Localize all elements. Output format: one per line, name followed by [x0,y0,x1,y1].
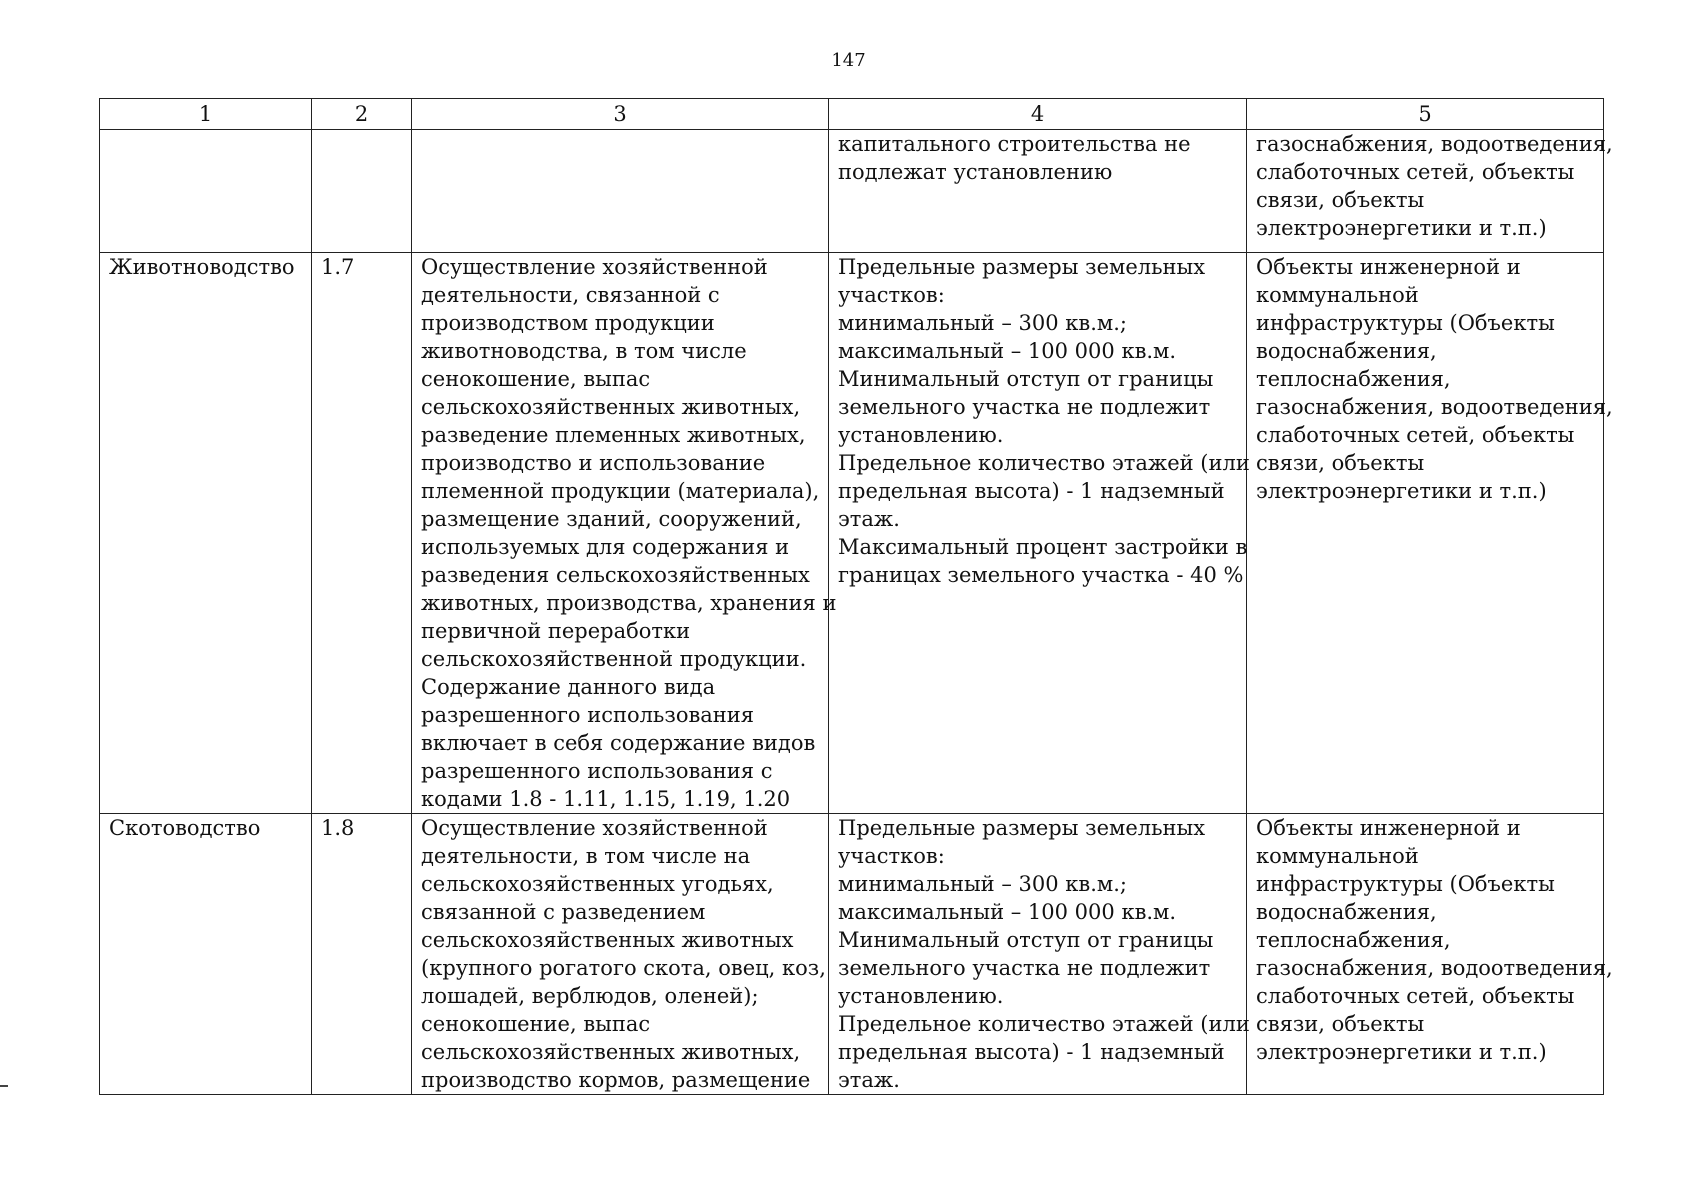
cell-land-use-name [100,253,312,814]
cell-text-line: связи, объекты [1256,1012,1425,1036]
cell-text-line: подлежат установлению [838,160,1113,184]
header-col-3: 3 [412,99,829,130]
cell-land-use-name [100,130,312,253]
cell-parameters [829,814,1250,1095]
cell-code [312,814,412,1095]
cell-text-line: производством продукции [421,311,715,335]
cell-text-line: используемых для содержания и [421,535,790,559]
cell-auxiliary-uses [1247,130,1613,253]
cell-text-line: водоснабжения, [1256,339,1437,363]
cell-text-line: Предельное количество этажей (или [838,451,1250,475]
cell-text-line: племенной продукции (материала), [421,479,820,503]
cell-text-line: участков: [838,283,945,307]
page-number: 147 [831,50,866,71]
cell-text-line: Предельные размеры земельных [838,816,1206,840]
cell-text-line: коммунальной [1256,283,1419,307]
cell-text-line: водоснабжения, [1256,900,1437,924]
cell-text-line: сельскохозяйственной продукции. [421,647,807,671]
cell-text-line: (крупного рогатого скота, овец, коз, [421,956,826,980]
cell-text-line: сенокошение, выпас [421,1012,651,1036]
cell-text-line: Предельные размеры земельных [838,255,1206,279]
cell-text-line: сельскохозяйственных угодьях, [421,872,774,896]
cell-text-line: Объекты инженерной и [1256,816,1521,840]
cell-text-line: инфраструктуры (Объекты [1256,311,1555,335]
cell-text-line: включает в себя содержание видов [421,731,816,755]
cell-text-line: максимальный – 100 000 кв.м. [838,900,1177,924]
cell-text-line: Скотоводство [109,816,261,840]
cell-text-line: электроэнергетики и т.п.) [1256,1040,1547,1064]
cell-text-line: предельная высота) - 1 надземный [838,1040,1225,1064]
cell-text-line: земельного участка не подлежит [838,395,1211,419]
header-col-2: 2 [312,99,412,130]
cell-text-line: Предельное количество этажей (или [838,1012,1250,1036]
cell-description [412,130,829,253]
cell-text-line: минимальный – 300 кв.м.; [838,311,1127,335]
cell-auxiliary-uses [1247,814,1613,1095]
table-row [100,130,1604,253]
header-col-5: 5 [1247,99,1604,130]
cell-text-line: Максимальный процент застройки в [838,535,1248,559]
cell-text-line: предельная высота) - 1 надземный [838,479,1225,503]
cell-text-line: участков: [838,844,945,868]
cell-text-line: животных, производства, хранения и [421,591,837,615]
cell-code [312,130,412,253]
cell-text-line: сельскохозяйственных животных [421,928,794,952]
cell-land-use-name [100,814,312,1095]
cell-text-line: газоснабжения, водоотведения, [1256,132,1613,156]
cell-text-line: максимальный – 100 000 кв.м. [838,339,1177,363]
cell-text-line: капитального строительства не [838,132,1191,156]
cell-text-line: кодами 1.8 - 1.11, 1.15, 1.19, 1.20 [421,787,791,811]
cell-text-line: производство кормов, размещение [421,1068,811,1092]
cell-text-line: слаботочных сетей, объекты [1256,984,1575,1008]
cell-text-line: слаботочных сетей, объекты [1256,160,1575,184]
cell-text-line: инфраструктуры (Объекты [1256,872,1555,896]
margin-mark [0,1085,8,1087]
cell-text-line: этаж. [838,1068,900,1092]
cell-text-line: лошадей, верблюдов, оленей); [421,984,759,1008]
cell-text-line: коммунальной [1256,844,1419,868]
cell-text-line: слаботочных сетей, объекты [1256,423,1575,447]
cell-code [312,253,412,814]
cell-text-line: электроэнергетики и т.п.) [1256,479,1547,503]
cell-text-line: 1.7 [321,255,355,279]
cell-description [412,814,829,1095]
cell-text-line: сенокошение, выпас [421,367,651,391]
cell-text-line: разведения сельскохозяйственных [421,563,810,587]
cell-text-line: установлению. [838,984,1004,1008]
table-body [100,130,1613,1095]
cell-text-line: Осуществление хозяйственной [421,255,768,279]
header-row [100,99,1604,130]
cell-text-line: связи, объекты [1256,188,1425,212]
cell-text-line: газоснабжения, водоотведения, [1256,956,1613,980]
cell-text-line: этаж. [838,507,900,531]
cell-text-line: 1.8 [321,816,355,840]
cell-text-line: Осуществление хозяйственной [421,816,768,840]
cell-text-line: деятельности, в том числе на [421,844,751,868]
cell-text-line: газоснабжения, водоотведения, [1256,395,1613,419]
cell-text-line: минимальный – 300 кв.м.; [838,872,1127,896]
cell-text-line: связи, объекты [1256,451,1425,475]
cell-text-line: земельного участка не подлежит [838,956,1211,980]
cell-text-line: производство и использование [421,451,766,475]
cell-text-line: первичной переработки [421,619,691,643]
cell-text-line: Минимальный отступ от границы [838,928,1214,952]
cell-text-line: теплоснабжения, [1256,928,1451,952]
header-col-1: 1 [100,99,312,130]
cell-text-line: сельскохозяйственных животных, [421,1040,801,1064]
cell-text-line: разрешенного использования с [421,759,773,783]
cell-text-line: размещение зданий, сооружений, [421,507,802,531]
cell-text-line: Животноводство [109,255,295,279]
table-row [100,253,1604,814]
cell-text-line: Минимальный отступ от границы [838,367,1214,391]
table-header [100,99,1604,130]
cell-description [412,253,837,814]
cell-text-line: деятельности, связанной с [421,283,720,307]
cell-auxiliary-uses [1247,253,1613,814]
regulations-table [99,98,1613,1095]
cell-text-line: Содержание данного вида [421,675,716,699]
header-col-4: 4 [829,99,1247,130]
cell-text-line: связанной с разведением [421,900,706,924]
cell-text-line: границах земельного участка - 40 % [838,563,1244,587]
cell-text-line: разведение племенных животных, [421,423,806,447]
table-row [100,814,1604,1095]
cell-parameters [829,253,1250,814]
cell-text-line: электроэнергетики и т.п.) [1256,216,1547,240]
cell-text-line: животноводства, в том числе [421,339,747,363]
cell-text-line: теплоснабжения, [1256,367,1451,391]
cell-text-line: разрешенного использования [421,703,755,727]
cell-text-line: сельскохозяйственных животных, [421,395,801,419]
cell-text-line: установлению. [838,423,1004,447]
cell-parameters [829,130,1247,253]
cell-text-line: Объекты инженерной и [1256,255,1521,279]
